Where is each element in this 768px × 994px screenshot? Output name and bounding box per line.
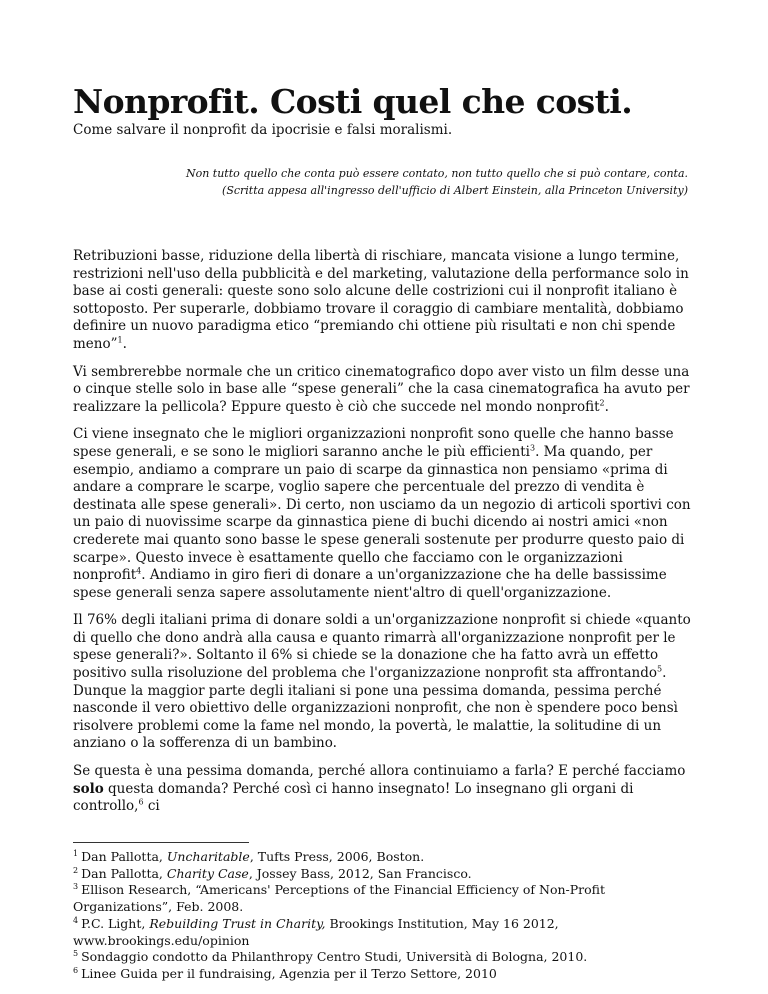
footnote-ref-4[interactable]: 4 [136,566,142,576]
footnote-3 [73,882,697,915]
footnote-6 [73,966,697,983]
paragraph-3-text-a: Ci viene insegnato che le migliori organizzazioni nonprofit sono quelle che hanno basse spese generali, e se sono le migliori saranno anche le più efficienti [73,426,674,460]
footnote-text: Sondaggio condotto da Philanthropy Centro Studi, Università di Bologna, 2010. [81,949,588,965]
footnote-ref-1[interactable]: 1 [117,335,123,345]
footnote-text: P.C. Light, [81,915,150,931]
footnote-number: 2 [73,865,79,875]
footnote-divider [73,842,249,843]
footnote-text-end: , Tufts Press, 2006, Boston. [249,849,425,864]
epigraph-quote: Non tutto quello che conta può essere contato, non tutto quello che si può contare, conta. [185,167,688,180]
footnote-5 [73,949,697,966]
epigraph-attribution: (Scritta appesa all'ingresso dell'ufficio di Albert Einstein, alla Princeton University) [222,184,688,197]
paragraph-4-text-a: Il 76% degli italiani prima di donare soldi a un'organizzazione nonprofit si chiede «quanto di quello che dono andrà alla causa e quanto rimarrà all'organizzazione nonprofit per le spese generali?». Soltanto il 6% si chiede se la donazione che ha fatto avrà un effetto positivo sulla risoluzione del problema che l'organizzazione nonprofit sta affrontando [73,612,691,682]
footnote-italic: Rebuilding Trust in Charity, [149,915,326,931]
footnote-number: 3 [73,882,79,892]
paragraph-3 [73,426,697,602]
footnotes [73,849,697,983]
paragraph-5 [73,763,697,816]
paragraph-2-text: Vi sembrerebbe normale che un critico cinematografico dopo aver visto un film desse una o cinque stelle solo in base alle “spese generali” che la casa cinematografica ha avuto per realizzare la pellicola? Eppure questo è ciò che succede nel mondo nonprofit [73,363,690,415]
paragraph-2-end: . [604,398,609,415]
epigraph [186,165,688,199]
paragraph-4 [73,612,697,753]
footnote-number: 6 [73,965,79,975]
paragraph-1-text: Retribuzioni basse, riduzione della libertà di rischiare, mancata visione a lungo termine, restrizioni nell'uso della pubblicità e del marketing, valutazione della performance solo in base ai costi generali: queste sono solo alcune delle costrizioni cui il nonprofit italiano è sottoposto. Per superarle, dobbiamo trovare il coraggio di cambiare mentalità, dobbiamo definire un nuovo paradigma etico “premiando chi ottiene più risultati e non chi spende meno” [73,248,689,352]
footnote-4 [73,916,697,949]
footnote-text: Ellison Research, “Americans' Perceptions of the Financial Efficiency of Non-Profit Organizations”, Feb. 2008. [73,882,606,915]
paragraph-5-text-a: Se questa è una pessima domanda, perché allora continuiamo a farla? E perché facciamo [73,763,686,780]
paragraph-3-text-b: . Ma quando, per esempio, andiamo a comprare un paio di scarpe da ginnastica non pensiamo «prima di andare a comprare le scarpe, voglio sapere che percentuale del prezzo di vendita è destinata alle spese generali». Di certo, non usciamo da un negozio di articoli sportivi con un paio di nuovissime scarpe da ginnastica piene di buchi dicendo ai nostri amici «non crederete mai quanto sono basse le spese generali sostenute per produrre questo paio di scarpe». Questo invece è esattamente quello che facciamo con le organizzazioni nonprofit [73,443,691,584]
footnote-text-end: , Jossey Bass, 2012, San Francisco. [248,865,472,881]
footnote-text: Dan Pallotta, [81,849,167,864]
paragraph-2 [73,364,697,417]
footnote-text-end: Brookings Institution, May 16 2012, www.brookings.edu/opinion [73,915,559,948]
paragraph-1 [73,248,697,354]
footnote-ref-3[interactable]: 3 [529,443,536,453]
footnote-ref-5[interactable]: 5 [657,664,663,674]
document-body [73,248,697,826]
footnote-italic: Charity Case [166,865,249,881]
footnote-ref-2[interactable]: 2 [599,398,605,408]
footnote-2 [73,866,697,883]
paragraph-1-end: . [122,335,127,352]
footnote-italic: Uncharitable [166,849,250,864]
paragraph-5-text-c: ci [143,798,160,815]
document-subtitle: Come salvare il nonprofit da ipocrisie e falsi moralismi. [73,122,453,138]
footnote-number: 5 [73,949,79,959]
footnote-number: 1 [73,848,79,858]
document-title: Nonprofit. Costi quel che costi. [73,82,633,121]
footnote-text: Linee Guida per il fundraising, Agenzia per il Terzo Settore, 2010 [81,965,497,981]
paragraph-5-text-b: questa domanda? Perché così ci hanno insegnato! Lo insegnano gli organi di controllo, [73,780,634,815]
footnote-ref-6[interactable]: 6 [138,797,144,807]
paragraph-5-bold: solo [73,780,104,797]
footnote-number: 4 [73,915,79,925]
footnote-1 [73,849,697,866]
footnote-text: Dan Pallotta, [81,865,167,881]
paragraph-3-text-c: . Andiamo in giro fieri di donare a un'organizzazione che ha delle bassissime spese generali senza sapere assolutamente nient'altro di quell'organizzazione. [73,567,667,601]
paragraph-4-text-b: . Dunque la maggior parte degli italiani si pone una pessima domanda, pessima perché nasconde il vero obiettivo delle organizzazioni nonprofit, che non è spendere poco bensì risolvere problemi come la fame nel mondo, la povertà, le malattie, la solitudine di un anziano o la sofferenza di un bambino. [73,665,678,752]
